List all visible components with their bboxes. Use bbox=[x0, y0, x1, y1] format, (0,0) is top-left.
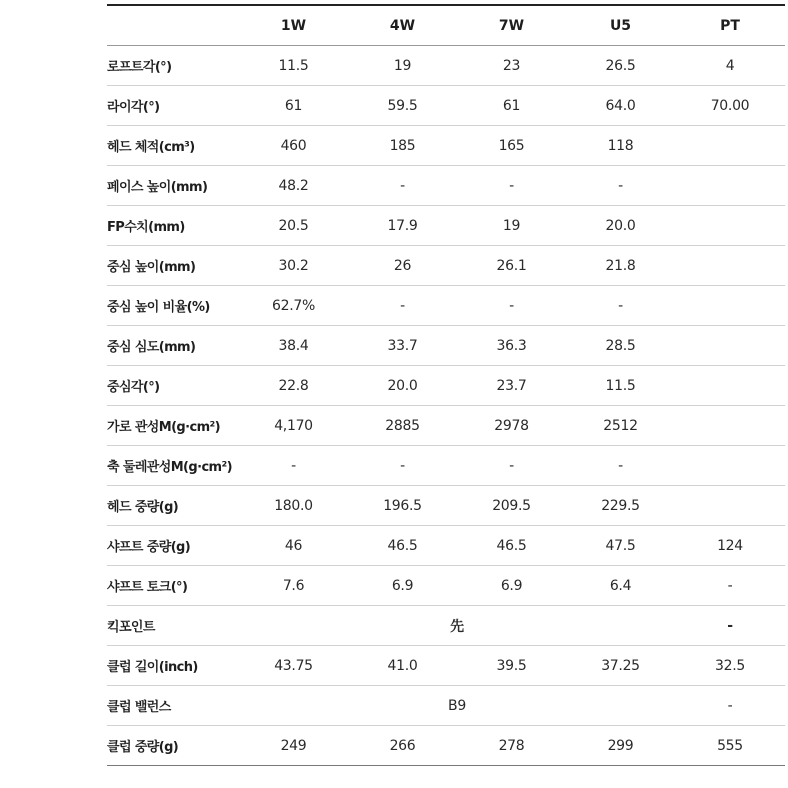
row-head-weight bbox=[107, 486, 785, 526]
cell: - bbox=[348, 286, 457, 326]
cell: 19 bbox=[457, 206, 566, 246]
cell: 2978 bbox=[457, 406, 566, 446]
row-label: 클럽 중량(g) bbox=[107, 740, 179, 755]
cell: 6.9 bbox=[348, 566, 457, 606]
row-club-length bbox=[107, 646, 785, 686]
row-shaft-weight bbox=[107, 526, 785, 566]
header-blank bbox=[107, 5, 239, 46]
column-header: U5 bbox=[566, 5, 675, 46]
row-club-weight bbox=[107, 726, 785, 766]
merged-cell: 先 bbox=[239, 606, 675, 646]
cell: - bbox=[675, 606, 785, 646]
cell bbox=[675, 206, 785, 246]
cell: 36.3 bbox=[457, 326, 566, 366]
row-cg-angle bbox=[107, 366, 785, 406]
cell: 209.5 bbox=[457, 486, 566, 526]
row-club-balance bbox=[107, 686, 785, 726]
cell: 17.9 bbox=[348, 206, 457, 246]
row-cg-depth bbox=[107, 326, 785, 366]
cell: 180.0 bbox=[239, 486, 348, 526]
cell: 26.1 bbox=[457, 246, 566, 286]
cell: - bbox=[239, 446, 348, 486]
cell: 118 bbox=[566, 126, 675, 166]
column-header: PT bbox=[675, 5, 785, 46]
cell: 46.5 bbox=[348, 526, 457, 566]
cell: 2885 bbox=[348, 406, 457, 446]
cell: 460 bbox=[239, 126, 348, 166]
cell: 299 bbox=[607, 737, 634, 754]
cell: 30.2 bbox=[239, 246, 348, 286]
row-shaft-torque bbox=[107, 566, 785, 606]
row-cg-height-ratio bbox=[107, 286, 785, 326]
row-face-height bbox=[107, 166, 785, 206]
cell: 26.5 bbox=[566, 46, 675, 86]
cell bbox=[675, 246, 785, 286]
cell: 43.75 bbox=[239, 646, 348, 686]
row-label: 헤드 중량(g) bbox=[107, 486, 239, 526]
cell: 278 bbox=[498, 737, 525, 754]
cell: 20.0 bbox=[348, 366, 457, 406]
cell bbox=[675, 366, 785, 406]
cell: - bbox=[348, 446, 457, 486]
cell: 38.4 bbox=[239, 326, 348, 366]
cell: 4 bbox=[675, 46, 785, 86]
row-label: 중심 높이 비율(%) bbox=[107, 286, 239, 326]
cell: 21.8 bbox=[566, 246, 675, 286]
row-loft bbox=[107, 46, 785, 86]
column-header: 7W bbox=[457, 5, 566, 46]
row-label: 중심 심도(mm) bbox=[107, 326, 239, 366]
cell: 23 bbox=[457, 46, 566, 86]
cell: - bbox=[675, 566, 785, 606]
cell: - bbox=[457, 166, 566, 206]
cell: 124 bbox=[675, 526, 785, 566]
cell: - bbox=[566, 446, 675, 486]
cell bbox=[675, 446, 785, 486]
cell: 46.5 bbox=[457, 526, 566, 566]
cell: 22.8 bbox=[239, 366, 348, 406]
row-label: FP수치(mm) bbox=[107, 206, 239, 246]
cell: - bbox=[348, 166, 457, 206]
column-header: 1W bbox=[239, 5, 348, 46]
cell: - bbox=[457, 446, 566, 486]
cell: 249 bbox=[280, 737, 307, 754]
cell bbox=[675, 166, 785, 206]
row-label: 페이스 높이(mm) bbox=[107, 166, 239, 206]
cell: 26 bbox=[348, 246, 457, 286]
cell: 59.5 bbox=[348, 86, 457, 126]
cell: 6.4 bbox=[566, 566, 675, 606]
cell: 62.7% bbox=[239, 286, 348, 326]
cell: 61 bbox=[457, 86, 566, 126]
cell bbox=[675, 326, 785, 366]
cell: 20.0 bbox=[566, 206, 675, 246]
cell: 64.0 bbox=[566, 86, 675, 126]
cell: 41.0 bbox=[348, 646, 457, 686]
row-moi-axis bbox=[107, 446, 785, 486]
header-row bbox=[107, 5, 785, 46]
column-header: 4W bbox=[348, 5, 457, 46]
cell: 61 bbox=[239, 86, 348, 126]
row-label: 라이각(°) bbox=[107, 86, 239, 126]
cell: 70.00 bbox=[675, 86, 785, 126]
row-label: 로프트각(°) bbox=[107, 46, 239, 86]
cell: 46 bbox=[239, 526, 348, 566]
cell: - bbox=[457, 286, 566, 326]
cell: 4,170 bbox=[239, 406, 348, 446]
cell: 11.5 bbox=[566, 366, 675, 406]
cell bbox=[675, 486, 785, 526]
cell: - bbox=[566, 286, 675, 326]
cell: 2512 bbox=[566, 406, 675, 446]
row-cg-height bbox=[107, 246, 785, 286]
cell: 37.25 bbox=[566, 646, 675, 686]
row-fp bbox=[107, 206, 785, 246]
row-label: 중심각(°) bbox=[107, 366, 239, 406]
row-label: 중심 높이(mm) bbox=[107, 246, 239, 286]
row-kick-point bbox=[107, 606, 785, 646]
row-lie bbox=[107, 86, 785, 126]
row-label: 클럽 길이(inch) bbox=[107, 646, 239, 686]
cell: 185 bbox=[348, 126, 457, 166]
cell: 33.7 bbox=[348, 326, 457, 366]
cell: - bbox=[566, 166, 675, 206]
cell: 7.6 bbox=[239, 566, 348, 606]
cell: 23.7 bbox=[457, 366, 566, 406]
cell: 229.5 bbox=[566, 486, 675, 526]
row-label: 샤프트 중량(g) bbox=[107, 526, 239, 566]
cell: 266 bbox=[389, 737, 416, 754]
row-label: 샤프트 토크(°) bbox=[107, 566, 239, 606]
row-label: 헤드 체적(cm³) bbox=[107, 126, 239, 166]
cell: 11.5 bbox=[239, 46, 348, 86]
cell: 20.5 bbox=[239, 206, 348, 246]
cell: 39.5 bbox=[457, 646, 566, 686]
cell: 555 bbox=[717, 737, 743, 754]
cell: 19 bbox=[348, 46, 457, 86]
cell: 6.9 bbox=[457, 566, 566, 606]
cell bbox=[675, 126, 785, 166]
row-label: 클럽 밸런스 bbox=[107, 686, 239, 726]
cell bbox=[675, 406, 785, 446]
spec-table bbox=[107, 4, 785, 766]
cell: 48.2 bbox=[239, 166, 348, 206]
cell bbox=[675, 286, 785, 326]
cell: - bbox=[675, 686, 785, 726]
cell: 28.5 bbox=[566, 326, 675, 366]
cell: 32.5 bbox=[675, 646, 785, 686]
cell: 196.5 bbox=[348, 486, 457, 526]
row-head-volume bbox=[107, 126, 785, 166]
cell: 47.5 bbox=[566, 526, 675, 566]
row-label: 킥포인트 bbox=[107, 606, 239, 646]
row-label: 축 둘레관성M(g·cm²) bbox=[107, 446, 239, 486]
merged-cell: B9 bbox=[239, 686, 675, 726]
cell: 165 bbox=[457, 126, 566, 166]
row-moi-horizontal bbox=[107, 406, 785, 446]
row-label: 가로 관성M(g·cm²) bbox=[107, 406, 239, 446]
